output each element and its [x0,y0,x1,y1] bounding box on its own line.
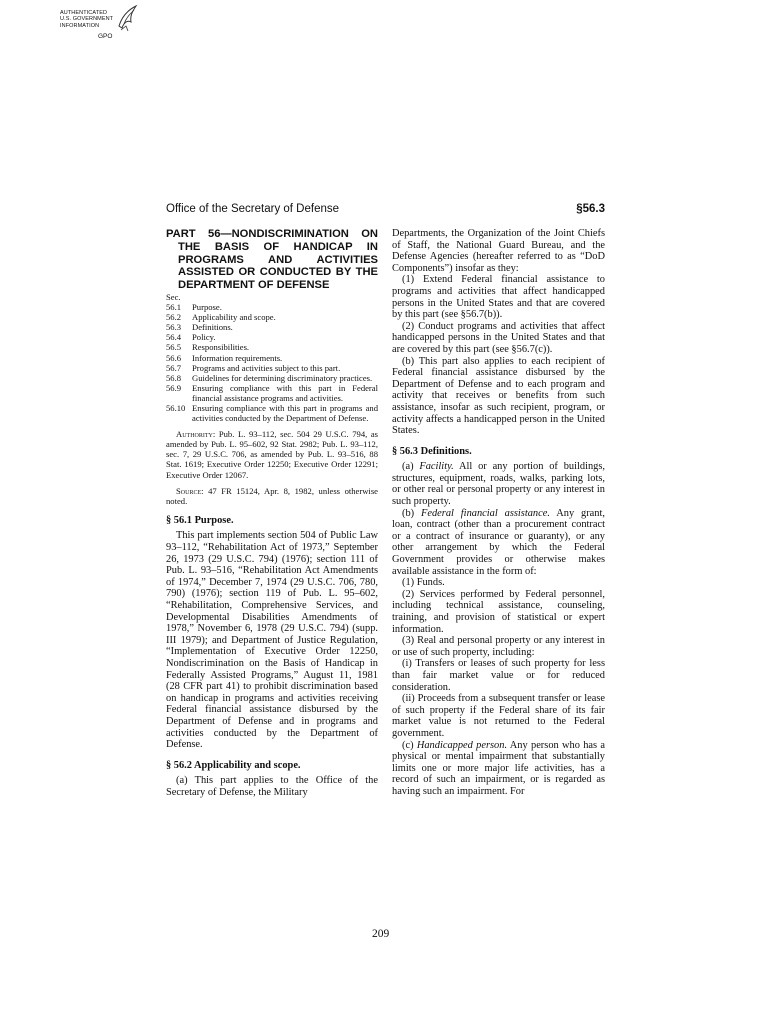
toc-item: 56.2 Applicability and scope. [166,312,276,323]
toc-item: 56.8 Guidelines for determining discriminatory practices. [166,372,373,383]
right-column [392,228,605,798]
paragraph: (1) Extend Federal financial assistance to programs and activities that affect handicapped persons in the United States and that are covered by this part (see §56.7(b)). [392,274,605,321]
paragraph: (ii) Proceeds from a subsequent transfer or lease of such property if the Federal share of its fair market value is not returned to the Federal government. [392,693,605,739]
toc-item: 56.6 Information requirements. [166,352,283,363]
toc-item: 56.10 Ensuring compliance with this part in programs and activities conducted by the Department of Defense. [166,403,378,424]
eagle-logo-icon [116,4,138,34]
paragraph: (i) Transfers or leases of such property for less than fair market value or for reduced consideration. [392,658,605,693]
toc-item: 56.1 Purpose. [166,302,222,313]
paragraph: (2) Conduct programs and activities that affect handicapped persons in the United States and that are covered by this part (see §56.7(c)). [392,320,605,355]
part-heading: PART 56—NONDISCRIMINATION ON THE BASIS OF HANDICAP IN PROGRAMS AND ACTIVITIES ASSISTED OR CONDUCTED BY THE DEPARTMENT OF DEFENSE [166,228,378,292]
purpose-paragraph: This part implements section 504 of Public Law 93–112, “Rehabilitation Act of 1973,” September 26, 1973 (29 U.S.C. 794) (1976); section 111 of Pub. L. 93–516, “Rehabilitation Act Amendments of 1974,” December 7, 1974 (29 U.S.C. 706, 780, 790) (1976); section 119 of Pub. L. 95–602, “Rehabilitation, Comprehensive Services, and Developmental Disabilities Amendments of 1978,” November 6, 1978 (29 U.S.C. 794) (supp. III 1979); and Department of Justice Regulation, “Implementation of Executive Order 12250, Nondiscrimination on the Basis of Handicap in Federally Assisted Programs,” August 11, 1981 (28 CFR part 41) to prohibit discrimination based on handicap in programs and activities receiving Federal financial assistance disbursed by the Department of Defense and in programs and activities conducted by the Department of Defense. [166,530,378,751]
header-agency: Office of the Secretary of Defense [166,203,340,215]
toc-item: 56.9 Ensuring compliance with this part in Federal financial assistance programs and activities. [166,382,378,403]
paragraph: (1) Funds. [402,577,445,589]
header-section: §56.3 [576,203,605,215]
definition-facility: (a) Facility. All or any portion of buildings, structures, equipment, roads, walks, parking lots, or other real or personal property or any interest in such property. [392,461,605,508]
source-note: Source: 47 FR 15124, Apr. 8, 1982, unless otherwise noted. [166,485,378,506]
left-column [166,228,378,799]
section-heading: § 56.2 Applicability and scope. [166,759,301,771]
stamp-text: AUTHENTICATED U.S. GOVERNMENT INFORMATION [60,10,114,29]
toc-item: 56.7 Programs and activities subject to this part. [166,362,341,373]
authority-note: Authority: Pub. L. 93–112, sec. 504 29 U.S.C. 794, as amended by Pub. L. 95–602, 92 Stat. 2982; Pub. L. 93–112, sec. 7, 29 U.S.C. 706, as amended by Pub. L. 93–516, 88 Stat. 1619; Executive Order 12250; Executive Order 12291; Executive Order 12067. [166,429,379,480]
gpo-label: GPO [98,33,113,40]
definition-handicapped-person: (c) Handicapped person. Any person who has a physical or mental impairment that substantially limits one or more major life activities, has a record of such an impairment, or is regarded as having such an impairment. For [392,739,605,797]
paragraph: (b) This part also applies to each recipient of Federal financial assistance disbursed by the Department of Defense and to each program and activity that receives or benefits from such assistance, insofar as such recipient, program, or activity affects a handicapped person in the United States. [392,355,605,437]
toc-sec-label: Sec. [166,291,181,302]
section-heading: § 56.1 Purpose. [166,514,234,526]
applicability-paragraph-start: (a) This part applies to the Office of the Secretary of Defense, the Military [166,775,378,798]
section-heading: § 56.3 Definitions. [392,445,472,457]
gpo-authentication-stamp [54,4,154,44]
table-of-contents [166,292,378,423]
page-number: 209 [372,928,390,940]
toc-item: 56.5 Responsibilities. [166,342,250,353]
applicability-paragraph-cont: Departments, the Organization of the Joint Chiefs of Staff, the National Guard Bureau, and the Defense Agencies (hereafter referred to as “DoD Components”) insofar as they: [392,228,605,274]
toc-item: 56.4 Policy. [166,332,216,343]
paragraph: (2) Services performed by Federal personnel, including technical assistance, counseling, training, and provision of statistical or expert information. [392,588,605,635]
definition-federal-assistance: (b) Federal financial assistance. Any grant, loan, contract (other than a procurement contract or a contract of insurance or guaranty), or any other arrangement by which the Federal Government provides or otherwise makes available assistance in the form of: [392,507,605,577]
paragraph: (3) Real and personal property or any interest in or use of such property, including: [392,635,605,658]
toc-item: 56.3 Definitions. [166,322,233,333]
